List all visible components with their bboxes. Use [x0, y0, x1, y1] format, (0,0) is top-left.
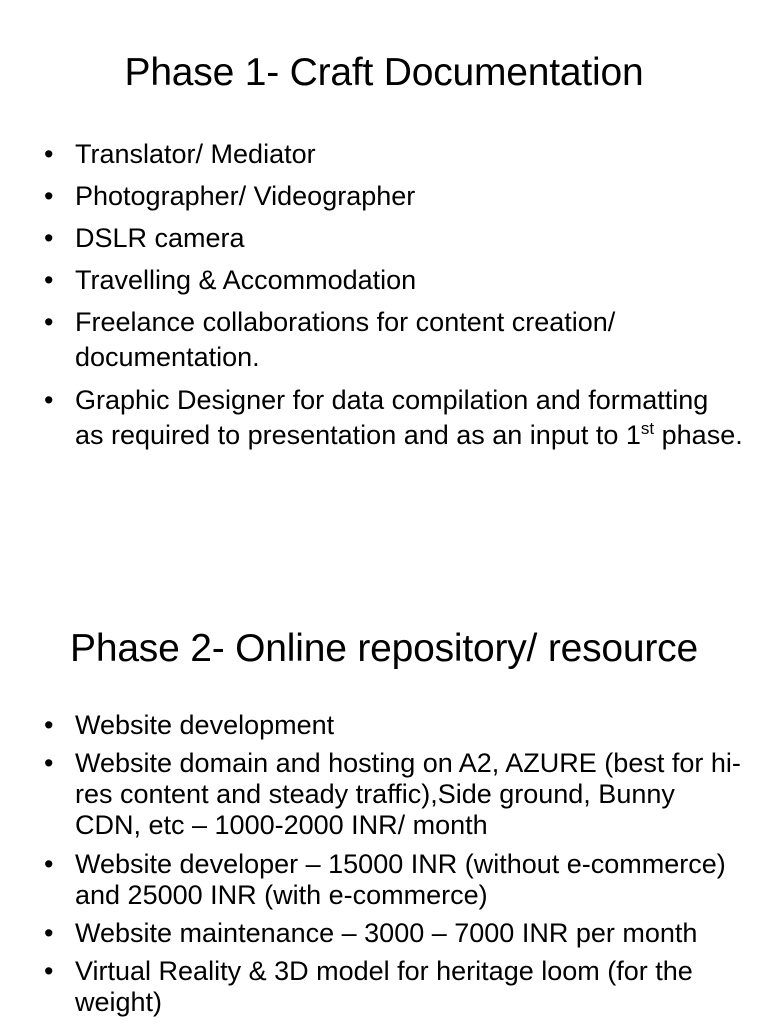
list-item-text-suffix: phase. — [654, 420, 743, 450]
list-item — [44, 748, 744, 841]
list-item-text: Freelance collaborations for content creation/ documentation. — [75, 307, 616, 372]
phase-2-list — [44, 710, 744, 1024]
list-item — [44, 849, 744, 911]
list-item-text: Graphic Designer for data compilation and formatting as required to presentation and as an input to 1 — [75, 385, 709, 450]
bullet-icon: • — [44, 748, 54, 778]
list-item — [44, 305, 744, 375]
list-item-text: Virtual Reality & 3D model for heritage loom (for the weight) — [75, 956, 693, 1017]
list-item-text: DSLR camera — [75, 223, 245, 253]
list-item-text: Website domain and hosting on A2, AZURE (best for hi-res content and steady traffic),Side ground, Bunny CDN, etc – 1000-2000 INR/ month — [75, 748, 741, 840]
superscript: st — [640, 419, 655, 438]
phase-2-title: Phase 2- Online repository/ resource — [70, 627, 698, 670]
bullet-icon: • — [44, 385, 54, 415]
list-item — [44, 918, 744, 949]
list-item — [44, 179, 744, 214]
bullet-icon: • — [44, 918, 54, 948]
bullet-icon: • — [44, 849, 54, 879]
list-item-text: Travelling & Accommodation — [75, 265, 417, 295]
phase-1-list — [44, 137, 744, 460]
list-item-text: Website development — [75, 710, 335, 740]
bullet-icon: • — [44, 139, 54, 169]
list-item-text: Photographer/ Videographer — [75, 181, 416, 211]
list-item — [44, 956, 744, 1018]
list-item — [44, 383, 744, 453]
list-item-text: Website maintenance – 3000 – 7000 INR per month — [75, 918, 698, 948]
list-item — [44, 263, 744, 298]
bullet-icon: • — [44, 181, 54, 211]
list-item-text: Website developer – 15000 INR (without e-commerce) and 25000 INR (with e-commerce) — [75, 849, 726, 910]
list-item — [44, 221, 744, 256]
bullet-icon: • — [44, 307, 54, 337]
phase-1-title: Phase 1- Craft Documentation — [124, 51, 644, 94]
bullet-icon: • — [44, 265, 54, 295]
bullet-icon: • — [44, 223, 54, 253]
bullet-icon: • — [44, 710, 54, 740]
list-item — [44, 137, 744, 172]
list-item — [44, 710, 744, 741]
list-item-text: Translator/ Mediator — [75, 139, 316, 169]
bullet-icon: • — [44, 956, 54, 986]
